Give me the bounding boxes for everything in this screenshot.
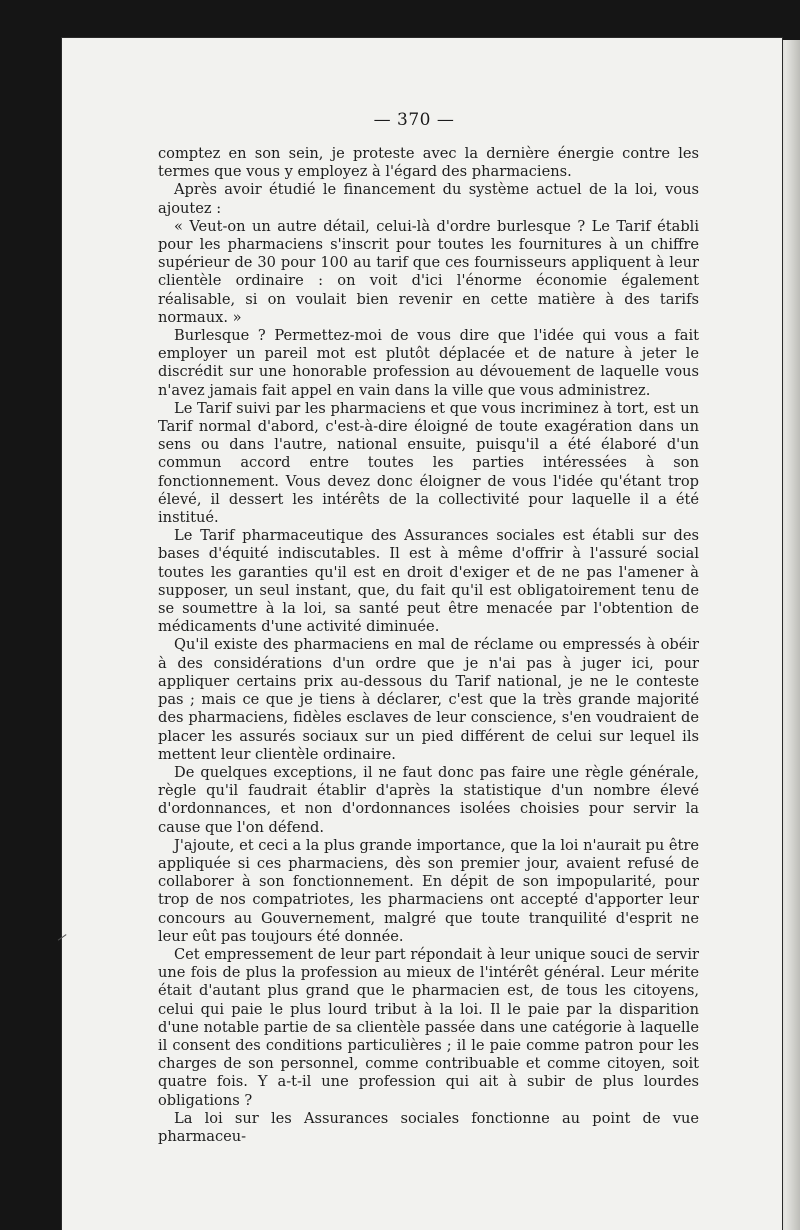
paragraph-10: Cet empressement de leur part répondait à leur unique souci de servir une fois de plus la profession au mieux de l'intérêt général. Leur mérite était d'autant plus grand que le pharmacien est, de tous les citoyens, celui qui paie le plus lourd tribut à la loi. Il le paie par la disparition d'une notable partie de sa clientèle passée dans une catégorie à laquelle il consent des conditions particulières ; il le paie comme patron pour les charges de son personnel, comme contribuable et comme citoyen, soit quatre fois. Y a-t-il une profession qui ait à subir de plus lourdes obligations ? [158, 945, 699, 1109]
paragraph-5: Le Tarif suivi par les pharmaciens et que vous incriminez à tort, est un Tarif normal d'abord, c'est-à-dire éloigné de toute exagération dans un sens ou dans l'autre, national ensuite, puisqu'il a été élaboré d'un commun accord entre toutes les parties intéressées à son fonctionnement. Vous devez donc éloigner de vous l'idée qu'étant trop élevé, il dessert les intérêts de la collectivité pour laquelle il a été institué. [158, 399, 699, 527]
paragraph-6: Le Tarif pharmaceutique des Assurances sociales est établi sur des bases d'équité indiscutables. Il est à même d'offrir à l'assuré social toutes les garanties qu'il est en droit d'exiger et de ne pas l'amener à supposer, un seul instant, que, du fait qu'il est obligatoirement tenu de se soumettre à la loi, sa santé peut être menacée par l'obtention de médicaments d'une activité diminuée. [158, 527, 699, 636]
quotation-paragraph: « Veut-on un autre détail, celui-là d'ordre burlesque ? Le Tarif établi pour les pharmaciens s'inscrit pour toutes les fournitures à un chiffre supérieur de 30 pour 100 au tarif que ces fournisseurs appliquent à leur clientèle ordinaire : on voit d'ici l'énorme économie également réalisable, si on voulait bien revenir en cette matière à des tarifs normaux. » [158, 217, 699, 326]
page-number: — 370 — [373, 110, 455, 130]
paragraph-1: comptez en son sein, je proteste avec la dernière énergie contre les termes que vous y employez à l'égard des pharmaciens. [158, 145, 699, 181]
paragraph-9: J'ajoute, et ceci a la plus grande importance, que la loi n'aurait pu être appliquée si ces pharmaciens, dès son premier jour, avaient refusé de collaborer à son fonctionnement. En dépit de son impopularité, pour trop de nos compatriotes, les pharmaciens ont accepté d'apporter leur concours au Gouvernement, malgré que toute tranquilité d'esprit ne leur eût pas toujours été donnée. [158, 836, 699, 945]
paragraph-2: Après avoir étudié le financement du système actuel de la loi, vous ajoutez : [158, 181, 699, 217]
paragraph-4: Burlesque ? Permettez-moi de vous dire que l'idée qui vous a fait employer un pareil mot est plutôt déplacée et de nature à jeter le discrédit sur une honorable profession au dévouement de laquelle vous n'avez jamais fait appel en vain dans la ville que vous administrez. [158, 327, 699, 399]
paragraph-11: La loi sur les Assurances sociales fonctionne au point de vue pharmaceu- [158, 1109, 699, 1145]
paragraph-8: De quelques exceptions, il ne faut donc pas faire une règle générale, règle qu'il faudrait établir d'après la statistique d'un nombre élevé d'ordonnances, et non d'ordonnances isolées choisies pour servir la cause que l'on défend. [158, 763, 699, 836]
body-text [158, 145, 699, 1146]
paragraph-7: Qu'il existe des pharmaciens en mal de réclame ou empressés à obéir à des considérations d'un ordre que je n'ai pas à juger ici, pour appliquer certains prix au-dessous du Tarif national, je ne le conteste pas ; mais ce que je tiens à déclarer, c'est que la très grande majorité des pharmaciens, fidèles esclaves de leur conscience, s'en voudraient de placer les assurés sociaux sur un pied différent de celui sur lequel ils mettent leur clientèle ordinaire. [158, 636, 699, 763]
